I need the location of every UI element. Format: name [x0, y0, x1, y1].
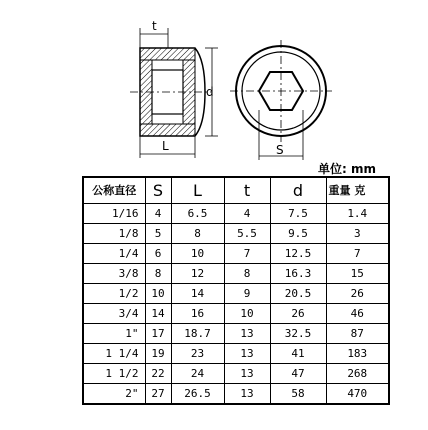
cell-t: 10 [224, 304, 270, 324]
spec-table [82, 176, 390, 405]
cell-nominal-diameter: 1/2 [83, 284, 145, 304]
cell-d: 26 [270, 304, 326, 324]
header-s: S [145, 177, 171, 204]
cell-d: 47 [270, 364, 326, 384]
cell-t: 9 [224, 284, 270, 304]
cell-d: 16.3 [270, 264, 326, 284]
cell-s: 27 [145, 384, 171, 405]
cell-t: 13 [224, 344, 270, 364]
cell-weight: 183 [326, 344, 389, 364]
cell-d: 7.5 [270, 204, 326, 224]
cell-l: 6.5 [171, 204, 224, 224]
cell-weight: 1.4 [326, 204, 389, 224]
table-row [83, 344, 389, 364]
cell-weight: 470 [326, 384, 389, 405]
cell-l: 8 [171, 224, 224, 244]
cell-t: 7 [224, 244, 270, 264]
header-t: t [224, 177, 270, 204]
table-row [83, 204, 389, 224]
cell-weight: 46 [326, 304, 389, 324]
table-row [83, 364, 389, 384]
dim-l-label: L [162, 139, 169, 153]
header-l: L [171, 177, 224, 204]
cell-l: 12 [171, 264, 224, 284]
cell-d: 9.5 [270, 224, 326, 244]
header-d: d [270, 177, 326, 204]
cell-l: 10 [171, 244, 224, 264]
cell-nominal-diameter: 1/8 [83, 224, 145, 244]
header-weight: 重量 克 [326, 177, 389, 204]
cell-d: 12.5 [270, 244, 326, 264]
table-row [83, 244, 389, 264]
cell-weight: 7 [326, 244, 389, 264]
table-row [83, 304, 389, 324]
cell-s: 10 [145, 284, 171, 304]
cell-t: 13 [224, 384, 270, 405]
cell-t: 8 [224, 264, 270, 284]
cell-d: 58 [270, 384, 326, 405]
cell-s: 17 [145, 324, 171, 344]
cell-nominal-diameter: 3/4 [83, 304, 145, 324]
header-nominal-diameter: 公称直径 [83, 177, 145, 204]
table-header-row [83, 177, 389, 204]
cell-weight: 87 [326, 324, 389, 344]
cell-nominal-diameter: 1/4 [83, 244, 145, 264]
side-section-view [130, 19, 218, 158]
cell-s: 22 [145, 364, 171, 384]
cell-l: 16 [171, 304, 224, 324]
cell-nominal-diameter: 2" [83, 384, 145, 405]
unit-label: 单位: mm [318, 162, 376, 176]
table-row [83, 384, 389, 405]
cell-s: 6 [145, 244, 171, 264]
cell-s: 14 [145, 304, 171, 324]
table-row [83, 324, 389, 344]
cell-d: 41 [270, 344, 326, 364]
technical-drawing [0, 0, 428, 175]
cell-l: 14 [171, 284, 224, 304]
cell-l: 24 [171, 364, 224, 384]
cell-t: 5.5 [224, 224, 270, 244]
cell-nominal-diameter: 1 1/4 [83, 344, 145, 364]
cell-s: 4 [145, 204, 171, 224]
cell-s: 8 [145, 264, 171, 284]
cell-t: 13 [224, 364, 270, 384]
cell-t: 4 [224, 204, 270, 224]
cell-weight: 15 [326, 264, 389, 284]
cell-d: 20.5 [270, 284, 326, 304]
cell-nominal-diameter: 1/16 [83, 204, 145, 224]
cell-nominal-diameter: 1 1/2 [83, 364, 145, 384]
cell-d: 32.5 [270, 324, 326, 344]
cell-weight: 3 [326, 224, 389, 244]
end-view [230, 40, 332, 160]
cell-s: 19 [145, 344, 171, 364]
table-row [83, 284, 389, 304]
table-row [83, 224, 389, 244]
dim-t-label: t [152, 19, 157, 33]
dim-s-label: S [276, 143, 284, 157]
cell-s: 5 [145, 224, 171, 244]
cell-weight: 268 [326, 364, 389, 384]
cell-l: 26.5 [171, 384, 224, 405]
table-row [83, 264, 389, 284]
cell-nominal-diameter: 3/8 [83, 264, 145, 284]
cell-nominal-diameter: 1" [83, 324, 145, 344]
cell-l: 18.7 [171, 324, 224, 344]
dim-d-label: d [206, 85, 214, 99]
cell-t: 13 [224, 324, 270, 344]
cell-l: 23 [171, 344, 224, 364]
cell-weight: 26 [326, 284, 389, 304]
